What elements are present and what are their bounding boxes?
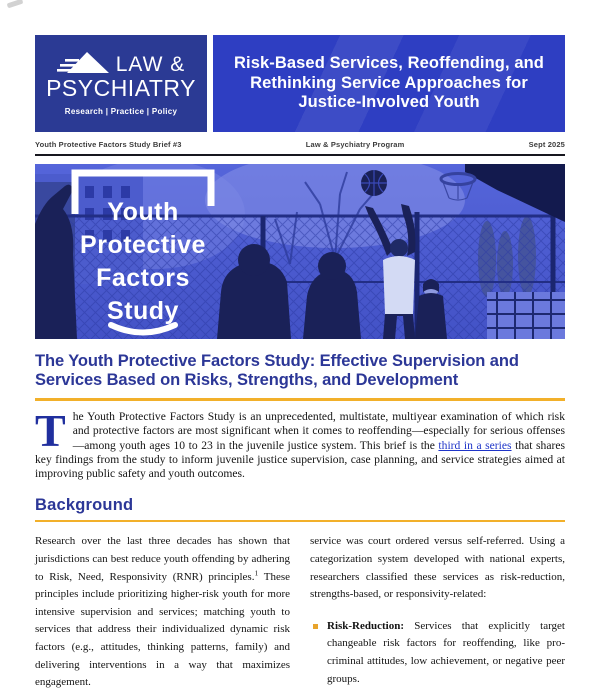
meta-brief-number: Youth Protective Factors Study Brief #3 bbox=[35, 140, 182, 149]
headline-divider bbox=[35, 398, 565, 401]
drop-cap: T bbox=[35, 404, 66, 456]
left-col-text-b: These principles include prioritizing higher-risk youth for more intensive supervision and services; matching youth to services that address their individualized dynamic risk factors (e.g., attitudes, thinking patterns, family) and delivering interventions in a way that maximizes engagement. bbox=[35, 570, 290, 689]
basketball bbox=[361, 170, 387, 196]
background-heading: Background bbox=[35, 496, 134, 515]
badge-word-4: Study bbox=[107, 297, 179, 325]
brief-title: Risk-Based Services, Reoffending, and Rethinking Service Approaches for Justice-Involved Youth bbox=[234, 53, 544, 112]
bullet-label: Risk-Reduction: bbox=[327, 619, 405, 632]
bullet-body: Services that explicitly target changeable risk factors for reoffending, like pro-criminal attitudes, low achievement, or negative peer groups. bbox=[327, 619, 565, 685]
badge-word-1: Youth bbox=[107, 198, 179, 226]
footnote-ref-1: 1 bbox=[254, 567, 259, 577]
logo-tagline: Research | Practice | Policy bbox=[64, 106, 178, 116]
intro-paragraph bbox=[35, 404, 566, 481]
background-divider bbox=[35, 520, 565, 522]
article-headline: The Youth Protective Factors Study: Effective Supervision and Services Based on Risks, Strengths, and Development bbox=[35, 352, 519, 390]
meta-row bbox=[35, 140, 565, 149]
column-right bbox=[310, 533, 565, 691]
risk-reduction-bullet bbox=[310, 618, 565, 688]
brief-title-banner bbox=[213, 35, 565, 132]
badge-word-2: Protective bbox=[80, 231, 206, 259]
badge-word-3: Factors bbox=[96, 264, 190, 292]
mountain-logo-icon bbox=[57, 51, 109, 75]
meta-program: Law & Psychiatry Program bbox=[305, 140, 405, 149]
intro-text-after-link: that shares key findings from the study to inform juvenile justice supervision, case planning, and service strategies aimed at improving public safety and youth outcomes. bbox=[35, 438, 566, 481]
left-col-text-a: Research over the last three decades has shown that jurisdictions can best reduce youth offending by adhering to Risk, Need, Responsivity (RNR) principles. bbox=[35, 535, 290, 583]
intro-text-before-link: he Youth Protective Factors Study is an unprecedented, multistate, multiyear examination of which risk and protective factors are most significant when it comes to reoffending—especially for serious offenses—among youth ages 10 to 23 in the juvenile justice system. This brief is the bbox=[72, 409, 565, 452]
bullet-square-icon bbox=[313, 624, 318, 629]
right-col-text: service was court ordered versus self-referred. Using a categorization system developed with national experts, researchers classified these services as risk-reduction, strengths-based, or responsivity-related: bbox=[310, 535, 565, 601]
background-columns bbox=[35, 533, 565, 691]
header-divider bbox=[35, 154, 565, 156]
basketball-court-illustration bbox=[35, 164, 565, 339]
meta-date: Sept 2025 bbox=[528, 140, 565, 149]
column-left bbox=[35, 533, 290, 691]
logo-line2: PSYCHIATRY bbox=[46, 75, 196, 102]
law-psychiatry-logo bbox=[35, 35, 207, 132]
logo-line1: LAW & bbox=[115, 53, 186, 77]
third-in-a-series-link[interactable]: third in a series bbox=[438, 438, 512, 452]
hero-image bbox=[35, 164, 565, 339]
header bbox=[35, 35, 565, 132]
